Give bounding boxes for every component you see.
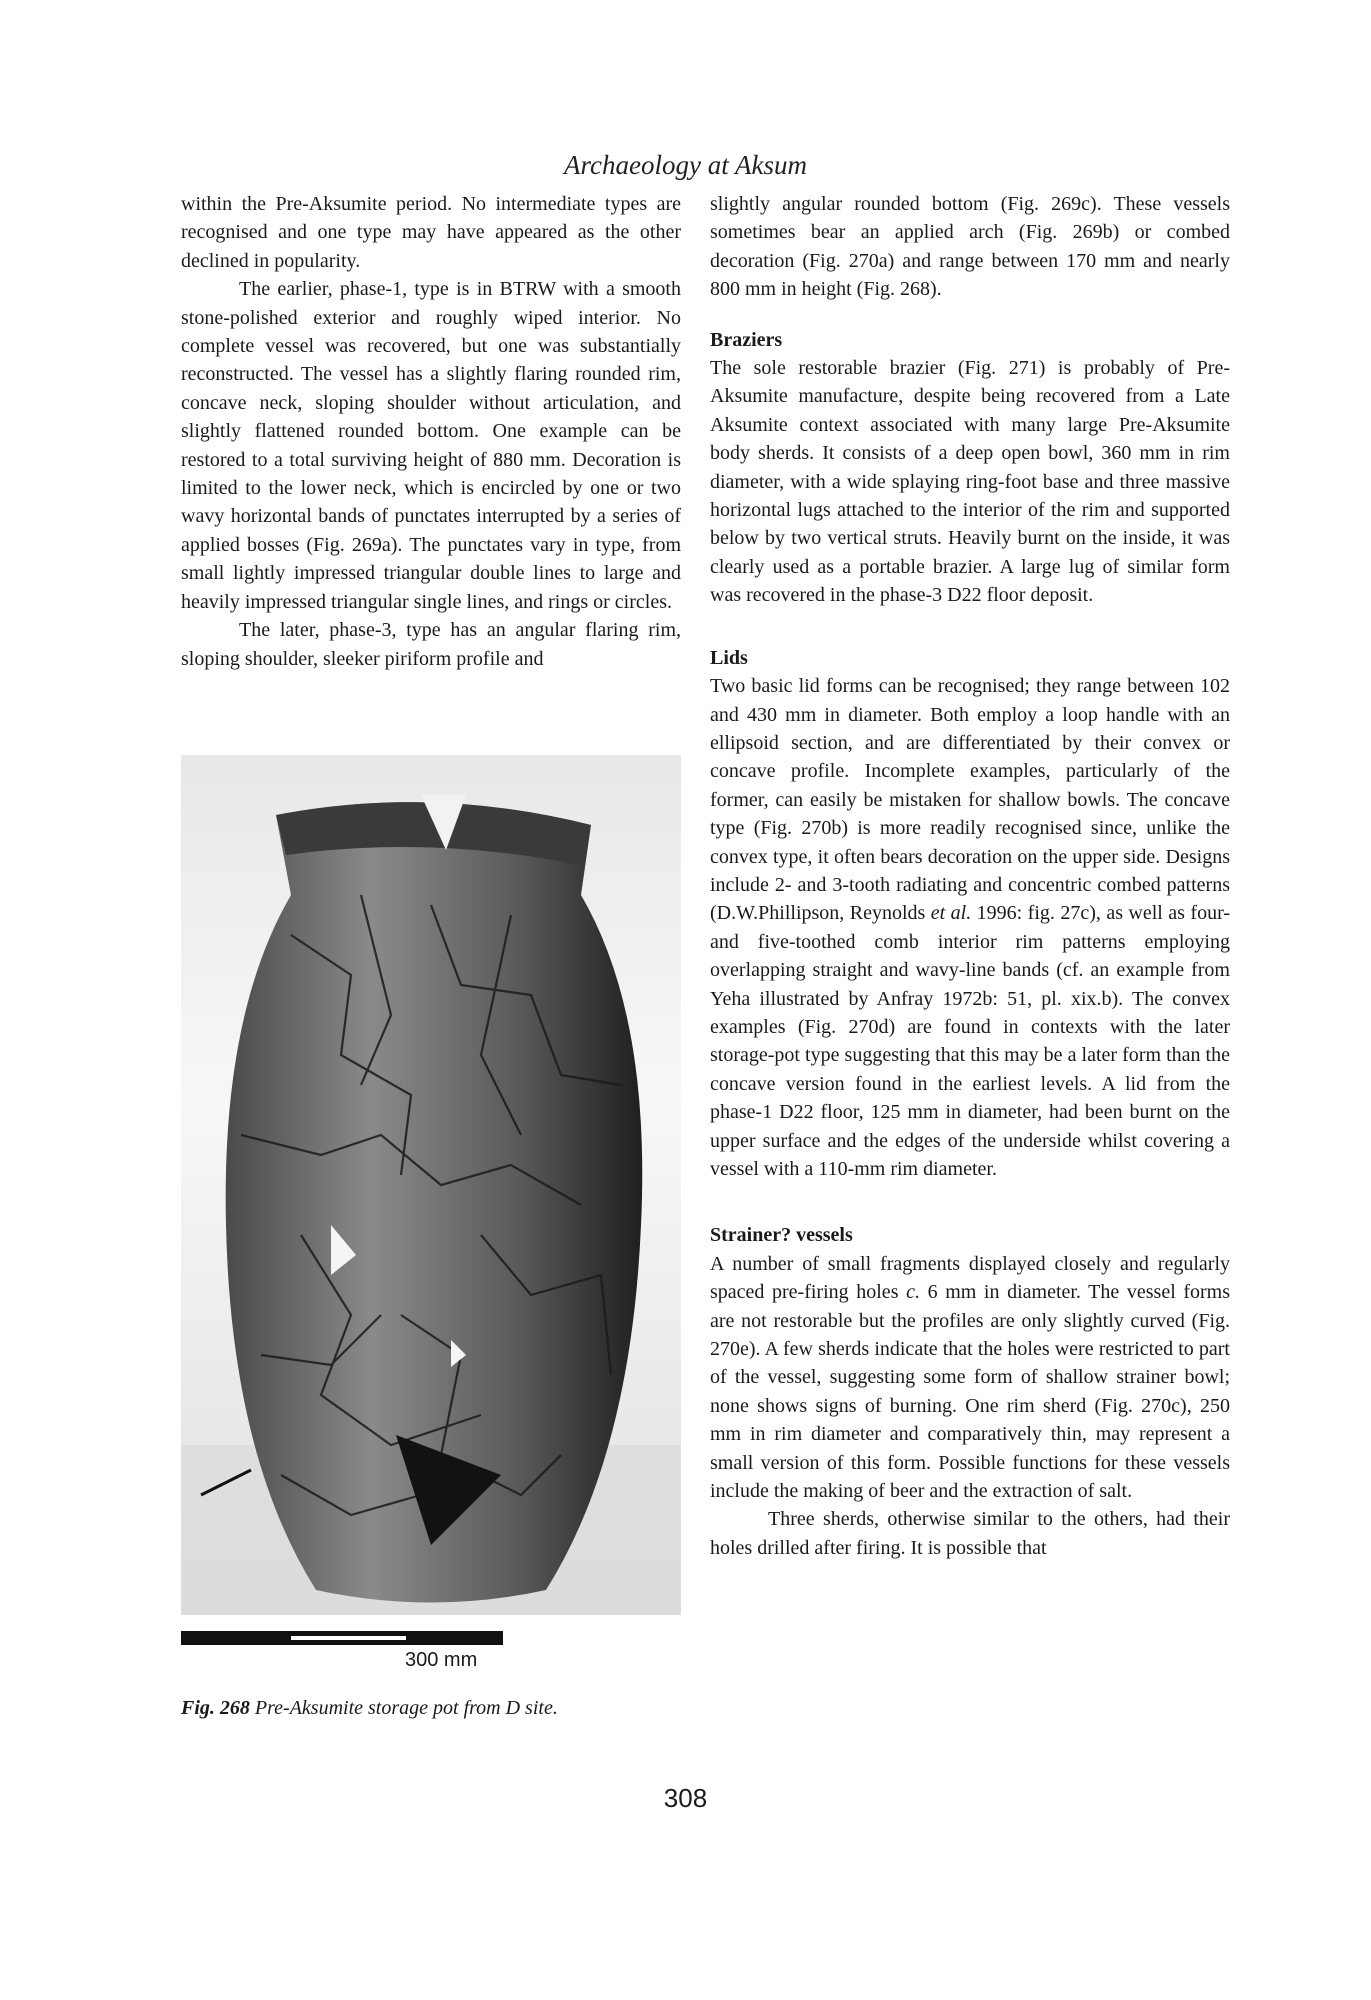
- section-heading-strainer: Strainer? vessels: [710, 1224, 853, 1247]
- paragraph: The later, phase-3, type has an angular flaring rim, sloping shoulder, sleeker piriform profile and: [181, 619, 681, 670]
- scale-label: 300 mm: [405, 1649, 478, 1671]
- right-column: [710, 190, 1230, 1562]
- section-heading-braziers: Braziers: [710, 328, 783, 351]
- text-run: Two basic lid forms can be recognised; they range between 102 and 430 mm in diameter. Both employ a loop handle with an ellipsoid section, and are differentiated by their convex or concave profile. Incomplete examples, particularly of the former, can easily be mistaken for shallow bowls. The concave type (Fig. 270b) is more readily recognised since, unlike the convex type, it often bears decoration on the upper side. Designs include 2- and 3-tooth radiating and concentric combed patterns (D.W.Phillipson, Reynolds: [710, 675, 1230, 925]
- figure-caption: [181, 1697, 558, 1720]
- figure-number: Fig. 268: [181, 1697, 250, 1719]
- paragraph: The earlier, phase-1, type is in BTRW with a smooth stone-polished exterior and roughly wiped interior. No complete vessel was recovered, but one was substantially reconstructed. The vessel has a slightly flaring rounded rim, concave neck, sloping shoulder without articulation, and slightly flattened rounded bottom. One example can be restored to a total surviving height of 880 mm. Decoration is limited to the lower neck, which is encircled by one or two wavy horizontal bands of punctates interrupted by a series of applied bosses (Fig. 269a). The punctates vary in type, from small lightly impressed triangular double lines to large and heavily impressed triangular single lines, and rings or circles.: [181, 278, 681, 613]
- italic-run: et al.: [930, 902, 972, 925]
- scale-bar: [181, 1631, 503, 1645]
- page-number: 308: [663, 1783, 708, 1813]
- running-head: Archaeology at Aksum: [564, 150, 807, 180]
- italic-run: c.: [906, 1281, 920, 1304]
- section-heading-lids: Lids: [710, 646, 748, 669]
- paragraph: Three sherds, otherwise similar to the others, had their holes drilled after firing. It is possible that: [710, 1508, 1230, 1559]
- paragraph: The sole restorable brazier (Fig. 271) is probably of Pre-Aksumite manufacture, despite being recovered from a Late Aksumite context associated with many large Pre-Aksumite body sherds. It consists of a deep open bowl, 360 mm in rim diameter, with a wide splaying ring-foot base and three massive horizontal lugs attached to the interior of the rim and supported below by two vertical struts. Heavily burnt on the inside, it was clearly used as a portable brazier. A large lug of similar form was recovered in the phase-3 D22 floor deposit.: [710, 357, 1230, 607]
- text-run: 6 mm in diameter. The vessel forms are not restorable but the profiles are only slightly curved (Fig. 270e). A few sherds indicate that the holes were restricted to part of the vessel, suggesting some form of shallow strainer bowl; none shows signs of burning. One rim sherd (Fig. 270c), 250 mm in rim diameter and comparatively thin, may represent a small version of this form. Possible functions for these vessels include the making of beer and the extraction of salt.: [710, 1281, 1231, 1503]
- figure-caption-text: Pre-Aksumite storage pot from D site.: [254, 1697, 558, 1719]
- figure-268: [181, 755, 681, 1745]
- paragraph: [710, 672, 1230, 1183]
- paragraph: within the Pre-Aksumite period. No intermediate types are recognised and one type may have appeared as the other declined in popularity.: [181, 193, 681, 272]
- storage-pot-photo: [181, 755, 681, 1615]
- paragraph: slightly angular rounded bottom (Fig. 269c). These vessels sometimes bear an applied arch (Fig. 269b) or combed decoration (Fig. 270a) and range between 170 mm and nearly 800 mm in height (Fig. 268).: [710, 193, 1230, 301]
- paragraph: [710, 1250, 1230, 1506]
- text-run: 1996: fig. 27c), as well as four- and five-toothed comb interior rim patterns employing overlapping straight and wavy-line bands (cf. an example from Yeha illustrated by Anfray 1972b: 51, pl. xix.b). The convex examples (Fig. 270d) are found in contexts with the later storage-pot type suggesting that this may be a later form than the concave version found in the earliest levels. A lid from the phase-1 D22 floor, 125 mm in diameter, had been burnt on the upper surface and the edges of the underside whilst covering a vessel with a 110-mm rim diameter.: [710, 902, 1231, 1180]
- text-run: A number of small fragments displayed closely and regularly spaced pre-firing holes: [710, 1252, 1230, 1304]
- left-column: [181, 190, 681, 673]
